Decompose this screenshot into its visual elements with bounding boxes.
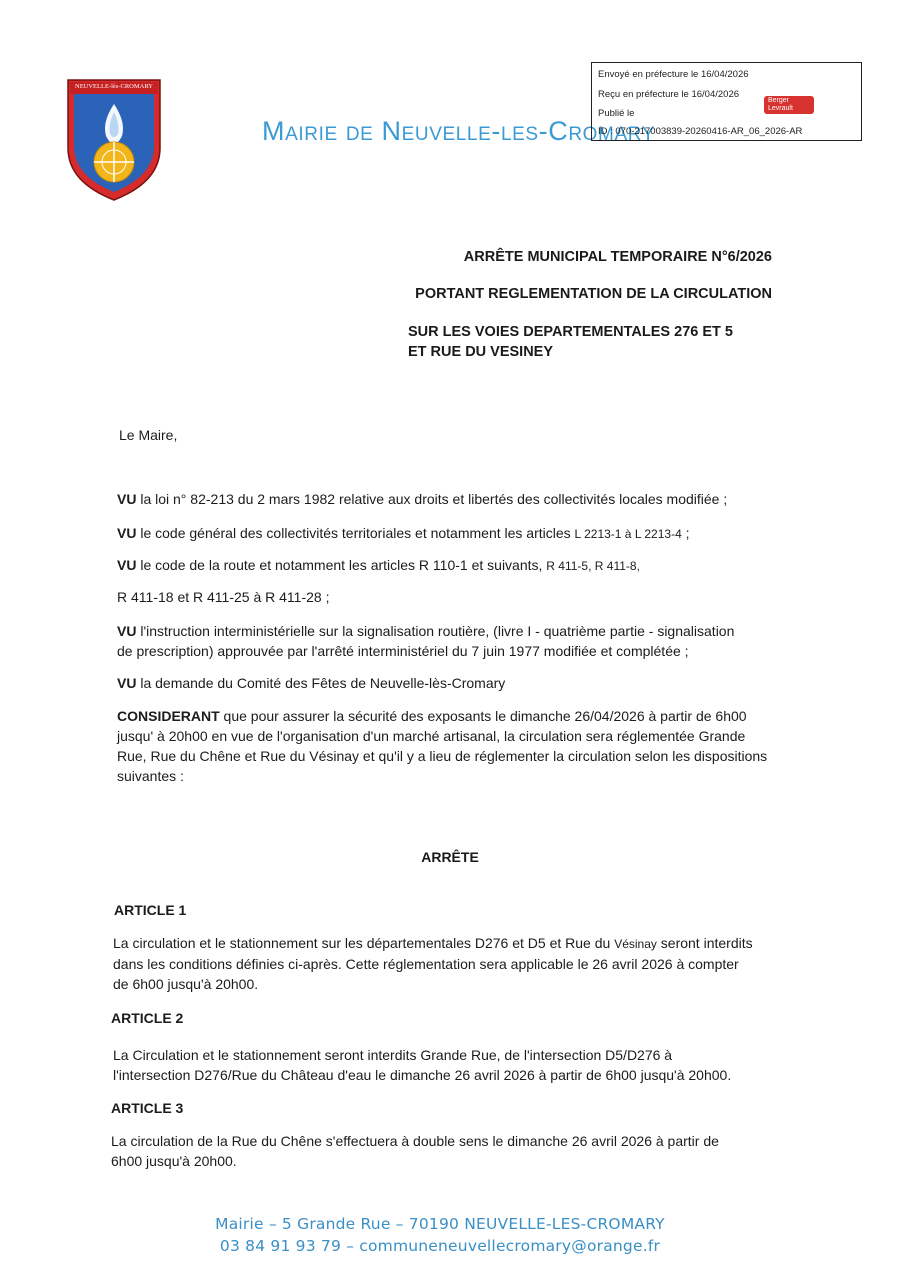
arrete-number-heading: ARRÊTE MUNICIPAL TEMPORAIRE N°6/2026 [463, 249, 772, 265]
article-1-line1b: Vésinay [614, 937, 657, 951]
vu-text: le code de la route et notamment les articles R 110-1 et suivants, [136, 557, 547, 573]
vu-label: VU [117, 491, 137, 507]
stamp-id: ID : 070-217003839-20260416-AR_06_2026-AR [598, 126, 803, 137]
article-1-body [113, 933, 753, 994]
article-2-body [113, 1045, 731, 1085]
vu-article-ref: R 411-5, R 411-8, [546, 559, 640, 573]
article-2-line2: l'intersection D276/Rue du Château d'eau le dimanche 26 avril 2026 à partir de 6h00 jusqu'à 20h00. [113, 1067, 732, 1083]
article-1-line1c: seront interdits [656, 935, 753, 951]
vu-label: VU [117, 675, 137, 691]
stamp-published: Publié le [598, 108, 635, 119]
article-3-line2: 6h00 jusqu'à 20h00. [111, 1153, 237, 1169]
roads-heading-line1: SUR LES VOIES DEPARTEMENTALES 276 ET 5 [408, 324, 733, 340]
vu-label: VU [117, 623, 137, 639]
article-3-body [111, 1131, 719, 1171]
vu-label: VU [117, 525, 137, 541]
roads-heading [408, 322, 733, 362]
stamp-received: Reçu en préfecture le 16/04/2026 [598, 89, 740, 100]
article-3-line1: La circulation de la Rue du Chêne s'effectuera à double sens le dimanche 26 avril 2026 à partir de [111, 1133, 719, 1149]
footer-address: Mairie – 5 Grande Rue – 70190 NEUVELLE-LES-CROMARY [215, 1215, 665, 1233]
considerant-line2: jusqu' à 20h00 en vue de l'organisation d'un marché artisanal, la circulation sera réglementée Grande [117, 728, 746, 744]
vu-text-line2: de prescription) approuvée par l'arrêté interministériel du 7 juin 1977 modifiée et complétée ; [117, 643, 689, 659]
vu-article-ref: L 2213-1 à L 2213-4 [574, 527, 682, 541]
vu-text: l'instruction interministérielle sur la signalisation routière, (livre I - quatrième partie - signalisation [136, 623, 735, 639]
crest-shield-icon [66, 78, 162, 202]
article-3-title: ARTICLE 3 [111, 1100, 184, 1116]
vu-text-end: ; [681, 525, 690, 541]
vu-label: VU [117, 557, 137, 573]
mairie-title-text: Mairie de Neuvelle-les-Cromary [262, 116, 656, 146]
crest-label: NEUVELLE-lès-CROMARY [75, 83, 153, 90]
vu-code-route-cont: R 411-18 et R 411-25 à R 411-28 ; [117, 589, 330, 605]
commune-crest [66, 78, 162, 202]
vu-instruction [117, 621, 734, 661]
footer-contact: 03 84 91 93 79 – communeneuvellecromary@orange.fr [219, 1237, 661, 1255]
article-1-line3: de 6h00 jusqu'à 20h00. [113, 976, 259, 992]
article-2-line1: La Circulation et le stationnement seront interdits Grande Rue, de l'intersection D5/D276 à [113, 1047, 673, 1063]
berger-levrault-logo: Berger Levrault [764, 96, 814, 114]
roads-heading-line2: ET RUE DU VESINEY [408, 344, 554, 360]
considerant-line1: que pour assurer la sécurité des exposants le dimanche 26/04/2026 à partir de 6h00 [219, 708, 747, 724]
vu-loi-1982 [117, 489, 727, 509]
arrete-title: ARRÊTE [421, 849, 479, 865]
vu-text: la loi n° 82-213 du 2 mars 1982 relative aux droits et libertés des collectivités locales modifiée ; [136, 491, 728, 507]
considerant-paragraph [117, 706, 767, 786]
article-1-line2: dans les conditions définies ci-après. Cette réglementation sera applicable le 26 avril 2026 à compter [113, 956, 739, 972]
considerant-line3: Rue, Rue du Chêne et Rue du Vésinay et qu'il y a lieu de réglementer la circulation selon les dispositions [117, 748, 768, 764]
article-1-title: ARTICLE 1 [114, 902, 187, 918]
article-1-line1a: La circulation et le stationnement sur les départementales D276 et D5 et Rue du [113, 935, 615, 951]
vu-text: le code général des collectivités territoriales et notamment les articles [136, 525, 575, 541]
considerant-label: CONSIDERANT [117, 708, 220, 724]
subject-heading: PORTANT REGLEMENTATION DE LA CIRCULATION [415, 286, 772, 302]
vu-cgct [117, 523, 690, 544]
considerant-line4: suivantes : [117, 768, 184, 784]
prefecture-stamp [591, 62, 862, 141]
intro-text: Le Maire, [119, 427, 178, 443]
article-2-title: ARTICLE 2 [111, 1010, 184, 1026]
vu-code-route [117, 555, 640, 576]
vu-text: la demande du Comité des Fêtes de Neuvelle-lès-Cromary [136, 675, 506, 691]
vu-demande-comite [117, 673, 505, 693]
stamp-sent: Envoyé en préfecture le 16/04/2026 [598, 69, 749, 80]
